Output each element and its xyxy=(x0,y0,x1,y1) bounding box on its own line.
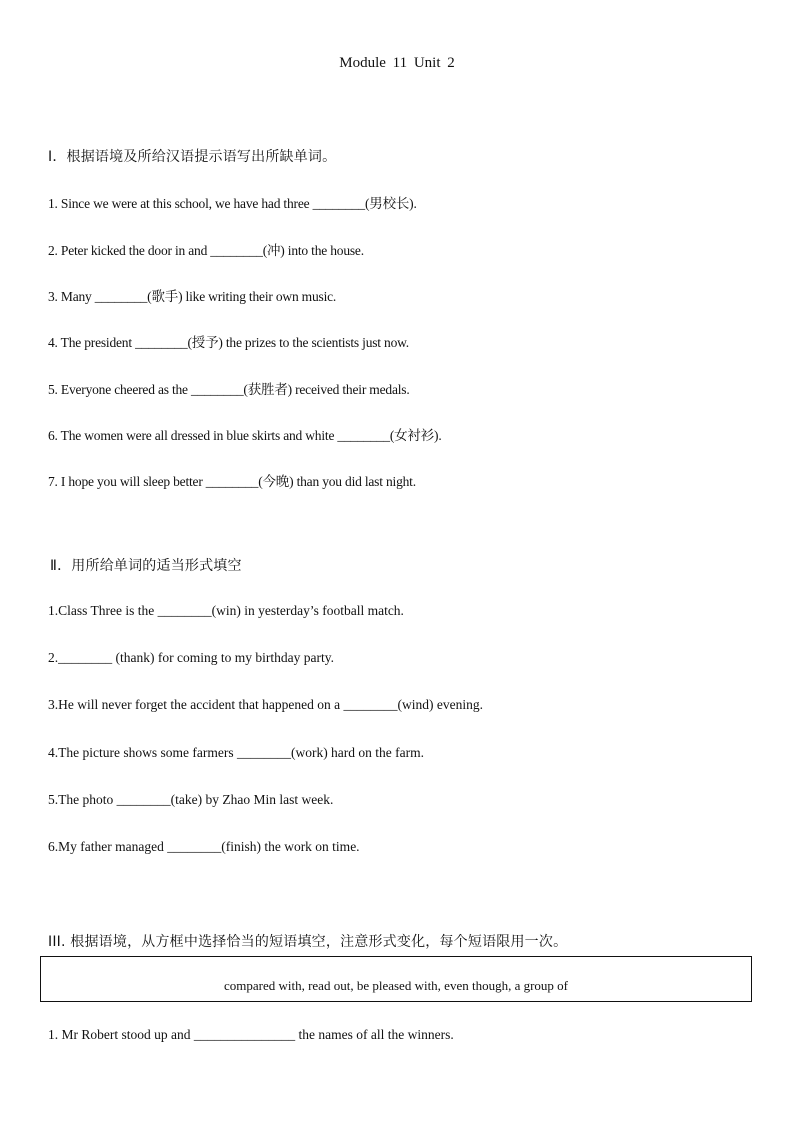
phrase-word-box xyxy=(40,956,752,1002)
section-1-item-7: 7. I hope you will sleep better ________(今晚) than you did last night. xyxy=(48,474,416,489)
section-1-item-3: 3. Many ________(歌手) like writing their own music. xyxy=(48,289,337,304)
section-3-heading: III. 根据语境，从方框中选择恰当的短语填空，注意形式变化，每个短语限用一次。 xyxy=(48,934,568,950)
section-3-item-1: 1. Mr Robert stood up and _______________ the names of all the winners. xyxy=(48,1027,454,1042)
section-1-item-4: 4. The president ________(授予) the prizes to the scientists just now. xyxy=(48,335,409,350)
phrase-list: compared with, read out, be pleased with, even though, a group of xyxy=(223,978,569,993)
section-2-item-2: 2.________ (thank) for coming to my birthday party. xyxy=(48,650,334,665)
section-2-item-4: 4.The picture shows some farmers ________(work) hard on the farm. xyxy=(48,745,425,760)
section-1-item-5: 5. Everyone cheered as the ________(获胜者) received their medals. xyxy=(48,382,410,397)
section-1-item-2: 2. Peter kicked the door in and ________(冲) into the house. xyxy=(48,243,364,258)
page-title: Module 11 Unit 2 xyxy=(339,55,455,71)
section-1-item-1: 1. Since we were at this school, we have had three ________(男校长). xyxy=(48,196,417,211)
section-2-item-6: 6.My father managed ________(finish) the work on time. xyxy=(48,839,360,854)
section-2-item-3: 3.He will never forget the accident that happened on a ________(wind) evening. xyxy=(48,697,483,712)
section-2-item-5: 5.The photo ________(take) by Zhao Min last week. xyxy=(48,792,334,807)
section-1-item-6: 6. The women were all dressed in blue skirts and white ________(女衬衫). xyxy=(48,428,442,443)
section-1-heading: Ⅰ．根据语境及所给汉语提示语写出所缺单词。 xyxy=(48,149,337,165)
section-2-item-1: 1.Class Three is the ________(win) in yesterday’s football match. xyxy=(48,603,404,618)
section-2-heading: Ⅱ．用所给单词的适当形式填空 xyxy=(50,558,242,574)
